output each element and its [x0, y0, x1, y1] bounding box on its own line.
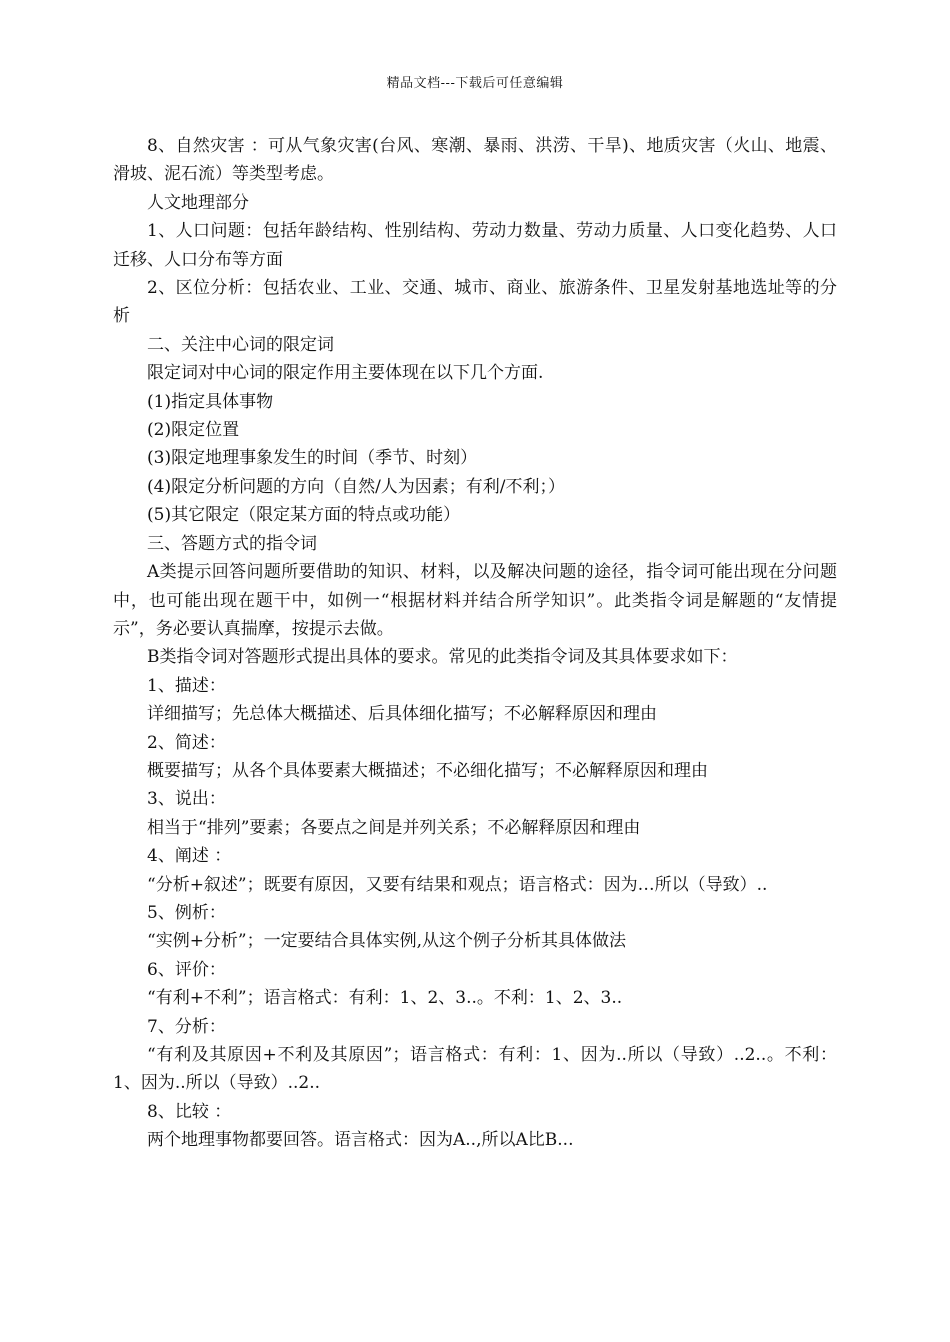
list-item: 2、简述： [147, 732, 226, 753]
paragraph: “实例+分析”；一定要结合具体实例,从这个例子分析其具体做法 [147, 931, 627, 952]
section-heading: 三、答题方式的指令词 [147, 533, 317, 554]
paragraph: B类指令词对答题形式提出具体的要求。常见的此类指令词及其具体要求如下： [147, 647, 738, 668]
paragraph: 详细描写；先总体大概描述、后具体细化描写；不必解释原因和理由 [147, 704, 657, 725]
list-item: (4)限定分析问题的方向（自然/人为因素；有利/不利；） [147, 476, 566, 497]
section-heading: 人文地理部分 [147, 192, 249, 213]
paragraph: 两个地理事物都要回答。语言格式：因为A..,所以A比B... [147, 1130, 574, 1151]
list-item: (5)其它限定（限定某方面的特点或功能） [147, 505, 461, 526]
paragraph: 相当于“排列”要素；各要点之间是并列关系；不必解释原因和理由 [147, 817, 641, 838]
paragraph: 2、区位分析：包括农业、工业、交通、城市、商业、旅游条件、卫星发射基地选址等的分析 [113, 278, 837, 327]
paragraph: 限定词对中心词的限定作用主要体现在以下几个方面. [147, 363, 544, 384]
paragraph: 8、自然灾害 ：可从气象灾害(台风、寒潮、暴雨、洪涝、干旱)、地质灾害（火山、地震、滑坡、泥石流）等类型考虑。 [113, 136, 837, 185]
list-item: (1)指定具体事物 [147, 391, 274, 412]
page-header: 精品文档---下载后可任意编辑 [386, 76, 564, 91]
section-heading: 二、关注中心词的限定词 [147, 334, 334, 355]
list-item: 1、描述： [147, 675, 226, 696]
paragraph: 1、人口问题：包括年龄结构、性别结构、劳动力数量、劳动力质量、人口变化趋势、人口迁移、人口分布等方面 [113, 221, 837, 270]
list-item: (2)限定位置 [147, 420, 240, 441]
list-item: 3、说出： [147, 789, 226, 810]
document-body [113, 132, 837, 1155]
paragraph: A类提示回答问题所要借助的知识、材料，以及解决问题的途径，指令词可能出现在分问题中，也可能出现在题干中，如例一“根据材料并结合所学知识”。此类指令词是解题的“友情提示”，务必要认真揣摩，按提示去做。 [113, 562, 837, 639]
paragraph: “有利+不利”；语言格式：有利：1、2、3..。不利：1、2、3.. [147, 988, 623, 1009]
list-item: (3)限定地理事象发生的时间（季节、时刻） [147, 448, 478, 469]
list-item: 5、例析： [147, 902, 226, 923]
list-item: 8、比较 ： [147, 1101, 232, 1122]
paragraph: “分析+叙述”；既要有原因，又要有结果和观点；语言格式：因为…所以（导致）.. [147, 874, 768, 895]
list-item: 7、分析： [147, 1016, 226, 1037]
paragraph: “有利及其原因+不利及其原因”；语言格式：有利：1、因为..所以（导致）..2..。不利：1、因为..所以（导致）..2.. [113, 1045, 837, 1094]
paragraph: 概要描写；从各个具体要素大概描述；不必细化描写；不必解释原因和理由 [147, 760, 708, 781]
list-item: 6、评价： [147, 959, 226, 980]
list-item: 4、阐述 ： [147, 846, 232, 867]
